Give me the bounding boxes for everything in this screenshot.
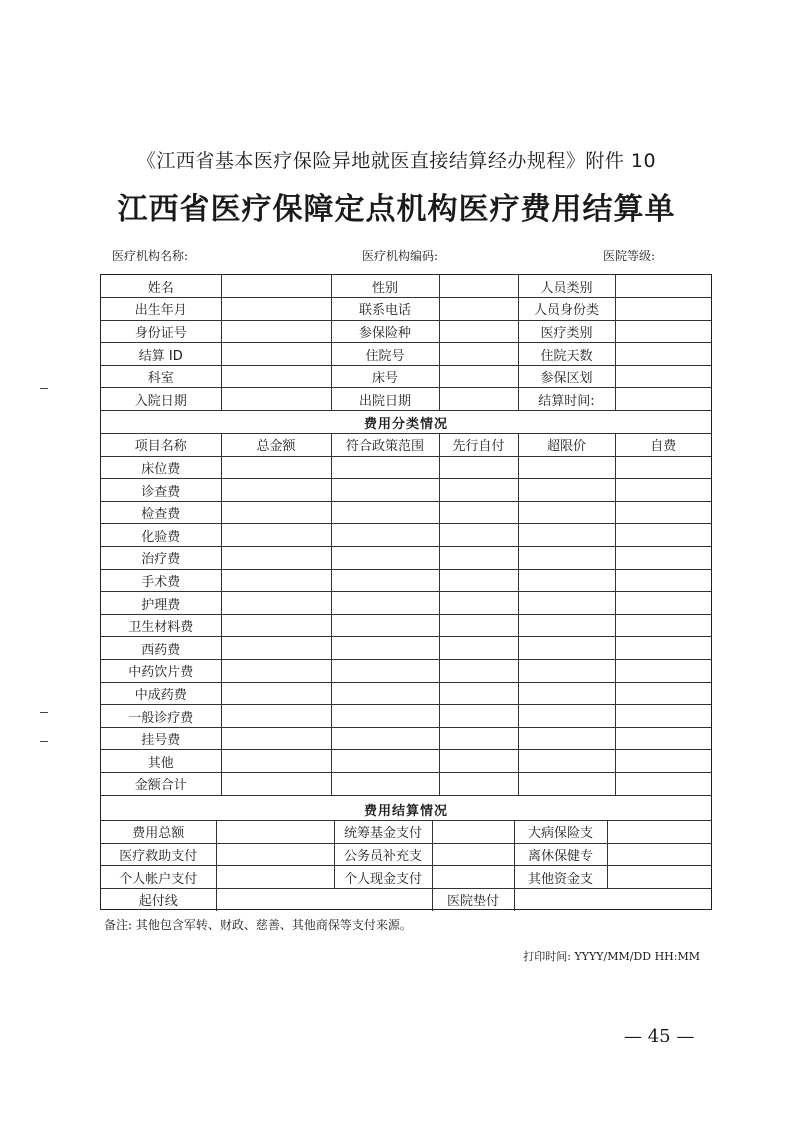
field-value xyxy=(432,843,514,866)
fee-item-label: 治疗费 xyxy=(101,547,221,570)
field-value xyxy=(615,365,711,388)
fee-amount-cell xyxy=(615,524,711,547)
field-value xyxy=(216,821,334,844)
field-value xyxy=(439,388,518,411)
fee-amount-cell xyxy=(615,637,711,660)
fee-amount-cell xyxy=(518,524,615,547)
field-label: 身份证号 xyxy=(101,320,221,343)
field-label: 人员类别 xyxy=(518,275,615,298)
fee-amount-cell xyxy=(615,592,711,615)
fee-amount-cell xyxy=(518,592,615,615)
column-header: 符合政策范围 xyxy=(331,434,439,457)
fee-amount-cell xyxy=(221,637,331,660)
fee-amount-cell xyxy=(221,547,331,570)
field-label: 住院天数 xyxy=(518,343,615,366)
fee-amount-cell xyxy=(331,592,439,615)
field-label: 出院日期 xyxy=(331,388,439,411)
table-header-row xyxy=(101,434,711,457)
field-label: 统筹基金支付 xyxy=(334,821,432,844)
document-subtitle: 《江西省基本医疗保险异地就医直接结算经办规程》附件 10 xyxy=(136,150,657,172)
field-label: 个人帐户支付 xyxy=(101,866,216,889)
print-time: 打印时间: YYYY/MM/DD HH:MM xyxy=(523,950,700,963)
fee-amount-cell xyxy=(615,682,711,705)
table-row xyxy=(101,275,711,298)
fee-item-label: 床位费 xyxy=(101,456,221,479)
field-label: 结算 ID xyxy=(101,343,221,366)
field-label: 离休保健专 xyxy=(514,843,607,866)
margin-mark xyxy=(40,741,48,742)
column-header: 项目名称 xyxy=(101,434,221,457)
field-label: 其他资金支 xyxy=(514,866,607,889)
fee-amount-cell xyxy=(518,456,615,479)
fee-amount-cell xyxy=(615,479,711,502)
field-label: 结算时间: xyxy=(518,388,615,411)
fee-item-label: 中成药费 xyxy=(101,682,221,705)
field-label: 参保区划 xyxy=(518,365,615,388)
fee-amount-cell xyxy=(615,501,711,524)
field-value xyxy=(221,343,331,366)
fee-item-label: 护理费 xyxy=(101,592,221,615)
table-row xyxy=(101,888,711,911)
fee-amount-cell xyxy=(439,569,518,592)
fee-amount-cell xyxy=(518,727,615,750)
fee-amount-cell xyxy=(518,660,615,683)
fee-amount-cell xyxy=(439,456,518,479)
fee-amount-cell xyxy=(221,750,331,773)
fee-amount-cell xyxy=(221,592,331,615)
remark-note: 备注: 其他包含军转、财政、慈善、其他商保等支付来源。 xyxy=(104,918,412,932)
fee-amount-cell xyxy=(221,614,331,637)
fee-amount-cell xyxy=(615,773,711,796)
table-row xyxy=(101,479,711,502)
field-value xyxy=(216,866,334,889)
field-label: 医疗救助支付 xyxy=(101,843,216,866)
institution-name-label: 医疗机构名称: xyxy=(112,249,189,263)
fee-amount-cell xyxy=(439,524,518,547)
settlement-section-title: 费用结算情况 xyxy=(101,798,711,821)
table-row xyxy=(101,727,711,750)
fee-amount-cell xyxy=(331,456,439,479)
fee-amount-cell xyxy=(518,501,615,524)
fee-amount-cell xyxy=(331,637,439,660)
fee-amount-cell xyxy=(615,614,711,637)
table-row xyxy=(101,843,711,866)
fee-amount-cell xyxy=(331,682,439,705)
field-label: 起付线 xyxy=(101,888,216,911)
table-row xyxy=(101,501,711,524)
fee-amount-cell xyxy=(518,682,615,705)
field-value xyxy=(439,320,518,343)
fee-amount-cell xyxy=(439,660,518,683)
fee-amount-cell xyxy=(615,750,711,773)
patient-info-table xyxy=(101,275,711,411)
field-label: 人员身份类 xyxy=(518,298,615,321)
fee-amount-cell xyxy=(439,773,518,796)
field-label: 入院日期 xyxy=(101,388,221,411)
fee-amount-cell xyxy=(439,727,518,750)
fee-item-label: 化验费 xyxy=(101,524,221,547)
fee-category-section-title: 费用分类情况 xyxy=(101,411,711,434)
fee-amount-cell xyxy=(221,524,331,547)
field-value xyxy=(615,388,711,411)
field-label: 科室 xyxy=(101,365,221,388)
fee-amount-cell xyxy=(221,727,331,750)
field-value xyxy=(221,320,331,343)
table-row xyxy=(101,750,711,773)
table-row xyxy=(101,524,711,547)
fee-amount-cell xyxy=(221,682,331,705)
field-label: 参保险种 xyxy=(331,320,439,343)
fee-amount-cell xyxy=(518,614,615,637)
fee-amount-cell xyxy=(221,501,331,524)
field-value xyxy=(221,388,331,411)
field-value xyxy=(221,275,331,298)
fee-amount-cell xyxy=(221,569,331,592)
field-value xyxy=(607,866,711,889)
fee-amount-cell xyxy=(331,727,439,750)
fee-amount-cell xyxy=(518,569,615,592)
fee-amount-cell xyxy=(439,614,518,637)
field-value xyxy=(439,298,518,321)
margin-mark xyxy=(40,388,48,389)
field-label: 出生年月 xyxy=(101,298,221,321)
fee-amount-cell xyxy=(439,705,518,728)
fee-amount-cell xyxy=(331,524,439,547)
field-value xyxy=(514,888,711,911)
fee-item-label: 手术费 xyxy=(101,569,221,592)
fee-amount-cell xyxy=(439,682,518,705)
field-label: 公务员补充支 xyxy=(334,843,432,866)
margin-mark xyxy=(40,712,48,713)
fee-category-table xyxy=(101,411,711,796)
field-value xyxy=(615,298,711,321)
fee-item-label: 诊查费 xyxy=(101,479,221,502)
fee-amount-cell xyxy=(221,773,331,796)
fee-amount-cell xyxy=(439,750,518,773)
fee-item-label: 一般诊疗费 xyxy=(101,705,221,728)
fee-amount-cell xyxy=(221,660,331,683)
column-header: 总金额 xyxy=(221,434,331,457)
fee-amount-cell xyxy=(221,705,331,728)
fee-item-label: 检查费 xyxy=(101,501,221,524)
page-number: — 45 — xyxy=(624,1026,695,1047)
hospital-level-label: 医院等级: xyxy=(603,249,656,263)
fee-amount-cell xyxy=(331,479,439,502)
table-row xyxy=(101,298,711,321)
table-row xyxy=(101,547,711,570)
field-label: 住院号 xyxy=(331,343,439,366)
fee-amount-cell xyxy=(518,637,615,660)
field-value xyxy=(221,365,331,388)
table-row xyxy=(101,614,711,637)
field-value xyxy=(439,365,518,388)
fee-item-label: 金额合计 xyxy=(101,773,221,796)
field-value xyxy=(432,821,514,844)
table-row xyxy=(101,637,711,660)
column-header: 自费 xyxy=(615,434,711,457)
fee-item-label: 其他 xyxy=(101,750,221,773)
column-header: 先行自付 xyxy=(439,434,518,457)
field-label: 医院垫付 xyxy=(432,888,514,911)
table-row xyxy=(101,456,711,479)
settlement-table xyxy=(101,798,711,911)
fee-amount-cell xyxy=(615,705,711,728)
fee-item-label: 中药饮片费 xyxy=(101,660,221,683)
table-row xyxy=(101,866,711,889)
field-label: 联系电话 xyxy=(331,298,439,321)
fee-amount-cell xyxy=(615,547,711,570)
fee-amount-cell xyxy=(615,727,711,750)
fee-amount-cell xyxy=(331,614,439,637)
table-row xyxy=(101,320,711,343)
field-label: 大病保险支 xyxy=(514,821,607,844)
field-label: 个人现金支付 xyxy=(334,866,432,889)
table-row xyxy=(101,660,711,683)
fee-amount-cell xyxy=(221,479,331,502)
fee-amount-cell xyxy=(439,479,518,502)
field-value xyxy=(439,343,518,366)
table-row xyxy=(101,388,711,411)
fee-amount-cell xyxy=(439,637,518,660)
fee-amount-cell xyxy=(331,501,439,524)
field-value xyxy=(615,320,711,343)
fee-amount-cell xyxy=(518,705,615,728)
table-row xyxy=(101,569,711,592)
document-title: 江西省医疗保障定点机构医疗费用结算单 xyxy=(117,192,676,227)
column-header: 超限价 xyxy=(518,434,615,457)
fee-item-label: 挂号费 xyxy=(101,727,221,750)
fee-amount-cell xyxy=(518,773,615,796)
fee-amount-cell xyxy=(518,750,615,773)
field-label: 费用总额 xyxy=(101,821,216,844)
table-row xyxy=(101,592,711,615)
table-row xyxy=(101,705,711,728)
field-value xyxy=(607,821,711,844)
fee-amount-cell xyxy=(615,569,711,592)
field-label: 性别 xyxy=(331,275,439,298)
field-value xyxy=(615,343,711,366)
field-label: 床号 xyxy=(331,365,439,388)
fee-amount-cell xyxy=(221,456,331,479)
fee-amount-cell xyxy=(331,705,439,728)
settlement-form xyxy=(100,274,712,910)
fee-amount-cell xyxy=(615,456,711,479)
field-value xyxy=(432,866,514,889)
fee-amount-cell xyxy=(331,547,439,570)
field-value xyxy=(615,275,711,298)
fee-amount-cell xyxy=(615,660,711,683)
table-row xyxy=(101,821,711,844)
fee-amount-cell xyxy=(439,501,518,524)
table-row xyxy=(101,365,711,388)
table-row xyxy=(101,343,711,366)
fee-amount-cell xyxy=(331,773,439,796)
table-row xyxy=(101,773,711,796)
field-label: 姓名 xyxy=(101,275,221,298)
fee-amount-cell xyxy=(331,569,439,592)
fee-amount-cell xyxy=(439,592,518,615)
field-value xyxy=(216,843,334,866)
fee-item-label: 西药费 xyxy=(101,637,221,660)
fee-amount-cell xyxy=(518,547,615,570)
field-value xyxy=(221,298,331,321)
field-value xyxy=(439,275,518,298)
table-row xyxy=(101,682,711,705)
field-value xyxy=(216,888,432,911)
fee-amount-cell xyxy=(518,479,615,502)
institution-code-label: 医疗机构编码: xyxy=(362,249,439,263)
fee-amount-cell xyxy=(439,547,518,570)
fee-amount-cell xyxy=(331,750,439,773)
fee-item-label: 卫生材料费 xyxy=(101,614,221,637)
field-value xyxy=(607,843,711,866)
field-label: 医疗类别 xyxy=(518,320,615,343)
fee-amount-cell xyxy=(331,660,439,683)
